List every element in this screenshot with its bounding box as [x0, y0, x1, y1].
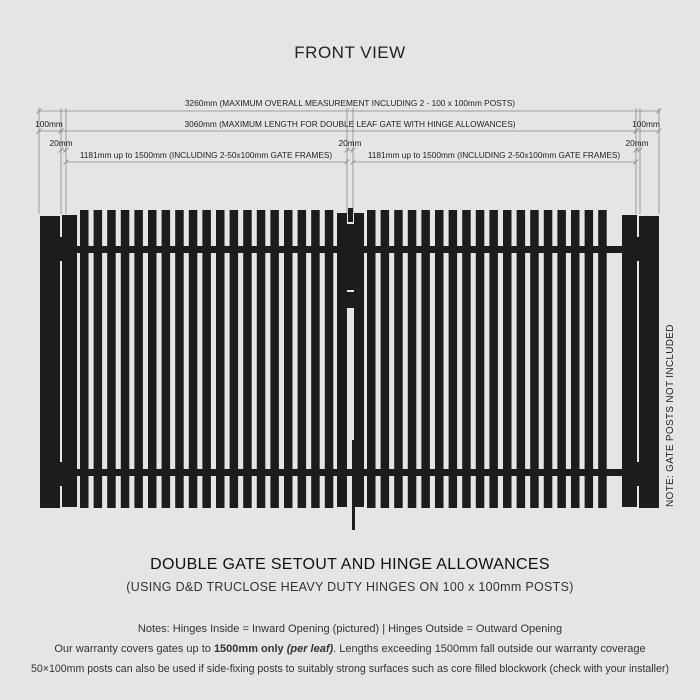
side-note-gate-posts: NOTE: GATE POSTS NOT INCLUDED: [665, 324, 676, 507]
gate-slat: [162, 210, 171, 508]
dimension-labels: [35, 98, 660, 160]
gate-slat: [598, 210, 607, 508]
gate-slat: [94, 210, 103, 508]
note-warranty-suffix: . Lengths exceeding 1500mm fall outside our warranty coverage: [333, 643, 646, 655]
gate-slat: [134, 210, 143, 508]
dim-overall: 3260mm (MAXIMUM OVERALL MEASUREMENT INCLUDING 2 - 100 x 100mm POSTS): [184, 98, 516, 108]
dim-leaf-right: 1181mm up to 1500mm (INCLUDING 2-50x100mm GATE FRAMES): [367, 150, 621, 160]
note-warranty: [0, 643, 700, 655]
gate-slat: [557, 210, 566, 508]
leaf-frame-right-inner: [354, 213, 364, 507]
dim-gate-length: 3060mm (MAXIMUM LENGTH FOR DOUBLE LEAF GATE WITH HINGE ALLOWANCES): [184, 119, 516, 129]
gate-slat: [80, 210, 89, 508]
hinge-icon: [52, 237, 71, 261]
latch-body: [347, 224, 355, 290]
dim-leaf-left: 1181mm up to 1500mm (INCLUDING 2-50x100mm GATE FRAMES): [79, 150, 333, 160]
note-warranty-prefix: Our warranty covers gates up to: [54, 643, 214, 655]
gate-slat: [230, 210, 239, 508]
gate-slat: [216, 210, 225, 508]
gate-slat: [503, 210, 512, 508]
gate-slat: [202, 210, 211, 508]
hinge-icon: [52, 462, 71, 486]
diagram-title: FRONT VIEW: [294, 43, 406, 62]
hinge-icon: [628, 237, 647, 261]
gate-slat: [408, 210, 417, 508]
gate-slat: [585, 210, 594, 508]
latch-handle: [343, 292, 357, 308]
gate-slat: [270, 210, 279, 508]
leaf-frame-left-inner: [337, 213, 347, 507]
gate-slat: [257, 210, 266, 508]
double-gate: [40, 208, 659, 530]
note-warranty-limit: 1500mm only: [213, 643, 284, 655]
gate-slat: [489, 210, 498, 508]
gate-slat: [517, 210, 526, 508]
dim-gap-right: 20mm: [625, 138, 649, 148]
gate-slat: [298, 210, 307, 508]
gate-slat: [148, 210, 157, 508]
gate-slat: [189, 210, 198, 508]
gate-slat: [325, 210, 334, 508]
gate-slat: [544, 210, 553, 508]
gate-slat: [311, 210, 320, 508]
gate-slat: [476, 210, 485, 508]
gate-slat: [284, 210, 293, 508]
dim-gap-left: 20mm: [49, 138, 73, 148]
setout-heading: DOUBLE GATE SETOUT AND HINGE ALLOWANCES: [150, 556, 550, 573]
gate-slat: [421, 210, 430, 508]
setout-subheading: (USING D&D TRUCLOSE HEAVY DUTY HINGES ON 100 x 100mm POSTS): [126, 580, 574, 594]
dim-post-left: 100mm: [35, 119, 63, 129]
gate-slat: [394, 210, 403, 508]
dim-gap-center: 20mm: [338, 138, 362, 148]
latch-top: [348, 208, 353, 222]
gate-slat: [435, 210, 444, 508]
gate-slat: [381, 210, 390, 508]
gate-slat: [462, 210, 471, 508]
gate-slat: [367, 210, 376, 508]
note-warranty-per-leaf: (per leaf): [286, 643, 334, 655]
gate-slat: [107, 210, 116, 508]
gate-slat: [530, 210, 539, 508]
dim-post-right: 100mm: [632, 119, 660, 129]
gate-slat: [449, 210, 458, 508]
note-hinges: Notes: Hinges Inside = Inward Opening (pictured) | Hinges Outside = Outward Opening: [137, 623, 563, 635]
note-posts: 50×100mm posts can also be used if side-fixing posts to suitably strong surfaces such as core filled blockwork (check with your installer): [31, 663, 669, 675]
gate-slat: [571, 210, 580, 508]
gate-slat: [121, 210, 130, 508]
hinge-icon: [628, 462, 647, 486]
drop-bolt: [352, 440, 355, 530]
gate-slat: [175, 210, 184, 508]
gate-slat: [243, 210, 252, 508]
